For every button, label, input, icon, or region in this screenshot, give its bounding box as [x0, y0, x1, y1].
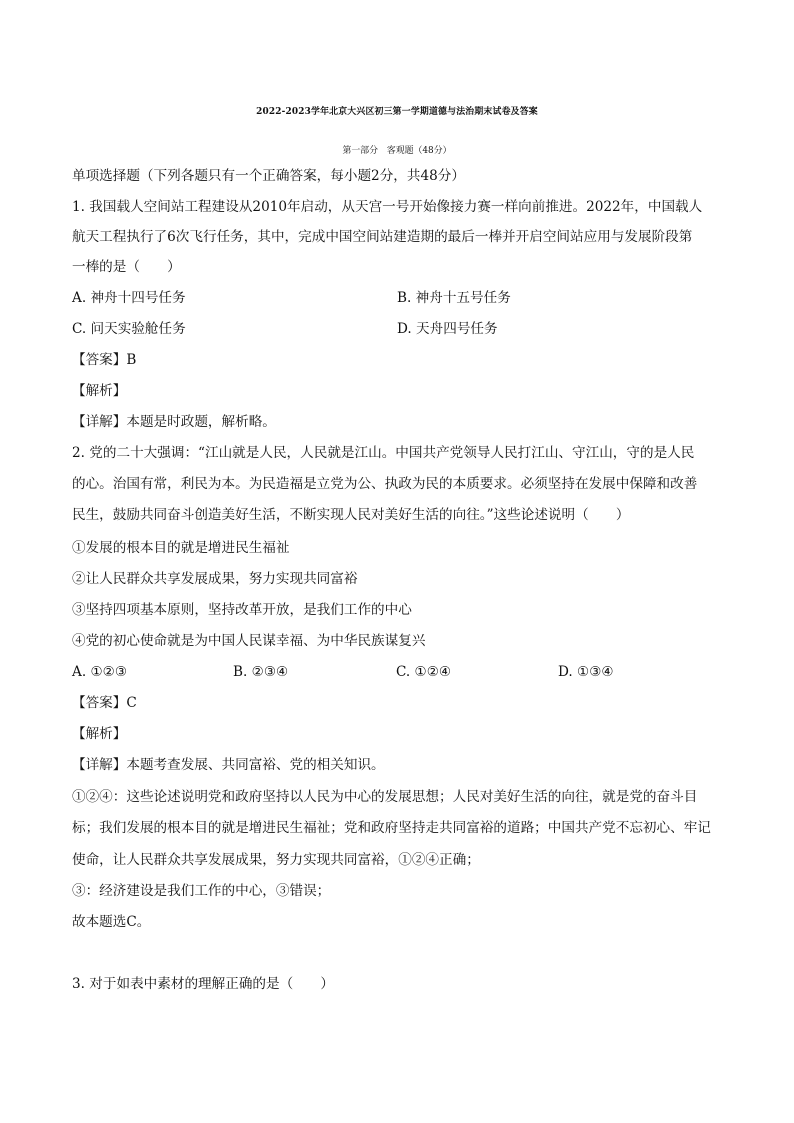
- q2-stem-line-3: 民生，鼓励共同奋斗创造美好生活，不断实现人民对美好生活的向往。”这些论述说明（ ）: [72, 507, 630, 523]
- q2-statement-1: ①发展的根本目的就是增进民生福祉: [72, 540, 290, 556]
- q2-answer-tag: 【答案】: [72, 695, 127, 711]
- q2-detail-text: 本题考查发展、共同富裕、党的相关知识。: [126, 757, 385, 773]
- q1-option-a: A. 神舟十四号任务: [72, 290, 186, 306]
- q1-answer-value: B: [126, 352, 137, 368]
- part-heading: 第一部分 客观题（48分）: [342, 146, 452, 156]
- q1-detail: [72, 413, 276, 431]
- q2-stem-line-2: 的心。治国有常，利民为本。为民造福是立党为公、执政为民的本质要求。必须坚持在发展中保障和改善: [72, 476, 698, 492]
- q1-option-b: B. 神舟十五号任务: [397, 290, 511, 306]
- q2-analysis-tag: 【解析】: [72, 726, 127, 742]
- q2-statement-4: ④党的初心使命就是为中国人民谋幸福、为中华民族谋复兴: [72, 633, 426, 649]
- q2-detail-tag: 【详解】: [72, 757, 127, 773]
- q1-detail-tag: 【详解】: [72, 414, 127, 430]
- q1-stem-line-1: 1. 我国载人空间站工程建设从2010年启动，从天宫一号开始像接力赛一样向前推进。2022年，中国载人: [72, 199, 703, 215]
- q2-option-a: A. ①②③: [72, 664, 128, 680]
- q1-answer: [72, 351, 136, 369]
- q2-explanation-line-4: ③：经济建设是我们工作的中心，③错误；: [72, 883, 331, 899]
- q2-option-c: C. ①②④: [396, 664, 452, 680]
- q2-statement-3: ③坚持四项基本原则，坚持改革开放，是我们工作的中心: [72, 602, 412, 618]
- q2-explanation-line-3: 使命，让人民群众共享发展成果，努力实现共同富裕，①②④正确；: [72, 852, 480, 868]
- q2-explanation-line-2: 标；我们发展的根本目的就是增进民生福祉；党和政府坚持走共同富裕的道路；中国共产党不忘初心、牢记: [72, 820, 711, 836]
- q2-detail: [72, 756, 385, 774]
- q2-stem-line-1: 2. 党的二十大强调：“江山就是人民，人民就是江山。中国共产党领导人民打江山、守江山，守的是人民: [72, 445, 695, 461]
- q3-stem: 3. 对于如表中素材的理解正确的是（ ）: [72, 976, 334, 992]
- q2-option-b: B. ②③④: [233, 664, 289, 680]
- q2-answer: [72, 694, 137, 712]
- q2-statement-2: ②让人民群众共享发展成果，努力实现共同富裕: [72, 571, 358, 587]
- q1-answer-tag: 【答案】: [72, 352, 127, 368]
- q2-answer-value: C: [126, 695, 137, 711]
- q1-stem-line-3: 一棒的是（ ）: [72, 259, 181, 275]
- q1-option-c: C. 问天实验舱任务: [72, 321, 186, 337]
- section-heading: 单项选择题（下列各题只有一个正确答案，每小题2分，共48分）: [72, 168, 465, 184]
- q1-option-d: D. 天舟四号任务: [397, 321, 498, 337]
- q2-option-d: D. ①③④: [558, 664, 614, 680]
- q1-stem-line-2: 航天工程执行了6次飞行任务，其中，完成中国空间站建造期的最后一棒并开启空间站应用与发展阶段第: [72, 229, 693, 245]
- q1-analysis-tag: 【解析】: [72, 383, 127, 399]
- q2-explanation-line-5: 故本题选C。: [72, 914, 151, 930]
- q1-detail-text: 本题是时政题，解析略。: [126, 414, 276, 430]
- document-title: 2022-2023学年北京大兴区初三第一学期道德与法治期末试卷及答案: [256, 107, 538, 117]
- q2-explanation-line-1: ①②④：这些论述说明党和政府坚持以人民为中心的发展思想；人民对美好生活的向往，就是党的奋斗目: [72, 789, 698, 805]
